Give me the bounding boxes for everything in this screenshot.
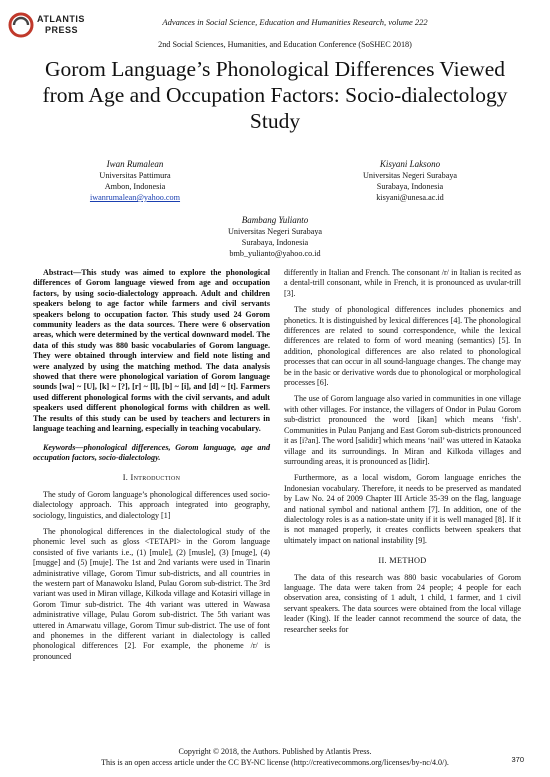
- author-block-1: [60, 159, 210, 203]
- author-email-link[interactable]: iwanrumalean@yahoo.com: [89, 193, 181, 202]
- keywords: Keywords—phonological differences, Gorom language, age and occupation factors, socio-dialectology.: [33, 442, 270, 462]
- author-affiliation: Universitas Negeri Surabaya: [362, 171, 458, 180]
- left-column: [33, 268, 270, 668]
- author-email: bmb_yulianto@yahoo.co.id: [229, 249, 321, 258]
- author-city: Surabaya, Indonesia: [376, 182, 444, 191]
- series-header: Advances in Social Science, Education and Humanities Research, volume 222: [162, 17, 428, 27]
- author-affiliation: Universitas Pattimura: [99, 171, 171, 180]
- section-heading-introduction: [33, 473, 270, 483]
- copyright-line: Copyright © 2018, the Authors. Published by Atlantis Press.: [178, 747, 372, 756]
- author-name: Kisyani Laksono: [379, 159, 441, 169]
- body-paragraph: The study of phonological differences includes phonemics and phonetics. It is distinguished by lexical differences [4]. The phonological differences are related to sound correspondence, while the lexical differences are related to form of word meaning (semantics) [5]. In addition, phonological differences are also related to phonological processes that can occur in all sound-language changes. The change may be in the basic or derivative words due to phonological or morphological processes [6].: [284, 305, 521, 388]
- author-block-3: [190, 215, 360, 259]
- author-email: kisyani@unesa.ac.id: [376, 193, 444, 202]
- section-title: Introduction: [130, 473, 181, 483]
- publisher-line1: ATLANTIS: [37, 14, 85, 24]
- paper-title: Gorom Language’s Phonological Differences Viewed from Age and Occupation Factors: Socio-dialectology Study: [42, 57, 508, 133]
- publisher-line2: PRESS: [45, 25, 79, 35]
- body-paragraph: Furthermore, as a local wisdom, Gorom language enriches the Indonesian vocabulary. Therefore, it needs to be preserved as mandated by Law No. 24 of 2009 Chapter III Article 35-39 on the flag, language and national symbol and national anthem [7]. In addition, one of the dialectology roles is as a nation-state unity if it is well managed [8]. If it is not managed properly, it creates conflicts between speakers that ultimately impact on national instability [9].: [284, 473, 521, 545]
- body-paragraph: The study of Gorom language’s phonological differences used socio-dialectology approach. This approach integrated into geography, sociology, linguistics, and dialectology [1]: [33, 489, 270, 520]
- conference-header: 2nd Social Sciences, Humanities, and Education Conference (SoSHEC 2018): [158, 40, 412, 49]
- section-number: II.: [378, 556, 387, 566]
- body-paragraph: differently in Italian and French. The consonant /r/ in Italian is recited as a dental-trill consonant, while in French, it is pronounced as uvular-trill [3].: [284, 268, 521, 298]
- author-city: Ambon, Indonesia: [104, 182, 166, 191]
- section-number: I.: [122, 473, 129, 483]
- body-paragraph: The data of this research was 880 basic vocabularies of Gorom language. The data were taken from 24 people; 4 people for each observation area, consisting of 1 adult, 1 child, 1 farmer, and 1 civil servant speakers. The data sources were obtained from the local village leader (King). If the leader cannot recommend the source of data, the researcher seeks for: [284, 572, 521, 634]
- author-city: Surabaya, Indonesia: [241, 238, 309, 247]
- body-paragraph: The phonological differences in the dialectological study of the phonemic level such as gloss <TETAPI> in the Gorom language consisted of five variants i.e., (1) [mule], (2) [musle], (3) [muge], (4) [mugge] and (5) [muje]. The 1st and 2nd variants were used in Tinarin administrative village, Gorom Timur sub-districts, and all countries in the western part of Manawoku Island, Pulau Gorom sub-district. The 3rd variant was used in Miran village, Kilkoda village and Kotasiri village in Gorom Timur sub-district. The 4th variant was uttered in Wawasa administrative village, Pulau Gorom sub-district. The 5th variant was uttered in Amarwatu village, Gorom Timur sub-district. The use of font and phonemes in the different variant in dialectology is called phonological differences [2]. For example, the phoneme /r/ is pronounced: [33, 526, 270, 661]
- author-name: Iwan Rumalean: [106, 159, 164, 169]
- author-block-2: [335, 159, 485, 203]
- right-column: [284, 268, 521, 641]
- section-heading-method: [284, 556, 521, 566]
- author-name: Bambang Yulianto: [241, 215, 309, 225]
- license-line: This is an open access article under the CC BY-NC license (http://creativecommons.org/licenses/by-nc/4.0/).: [101, 758, 449, 767]
- abstract: Abstract—This study was aimed to explore the phonological differences of Gorom language viewed from age and occupation factors, by using socio-dialectology approach. Adult and children speakers belong to age factor while farmers and civil servants speakers belong to occupation factor. This study used 24 Gorom community leaders as the data sources. There were 6 observation areas, which were determined by the vertical downward model. The data of this study was 880 basic vocabularies of Gorom language. They were obtained through interview and field note listing and were analyzed by using the matching method. The data analysis showed that there were phonological variation of Gorom language sounds [wa] ~ [U], [k] ~ [?], [r] ~ [l], [b] ~ [i], and [d] ~ [t]. Farmers used different phonological forms with the civil servants, and adult speakers used different phonological forms with children as well. The results of this study can be used by teachers and lecturers in language teaching and learning, especially in teaching vocabulary.: [33, 268, 270, 434]
- body-paragraph: The use of Gorom language also varied in communities in one village with other villages. For instance, the villagers of Ondor in Pulau Gorom sub-district pronounced the word [ikan] which means ‘fish’. Communities in Pulau Panjang and East Gorom sub-districts pronounced it as [i?an]. The word [salidir] which means ‘nail’ was uttered in Kataoka village and its surroundings. In Miran and Kilkoda villages and surrounding areas, it is pronounced as [lidir].: [284, 394, 521, 466]
- page-number: 370: [511, 755, 524, 764]
- author-affiliation: Universitas Negeri Surabaya: [227, 227, 323, 236]
- section-title: METHOD: [389, 556, 427, 566]
